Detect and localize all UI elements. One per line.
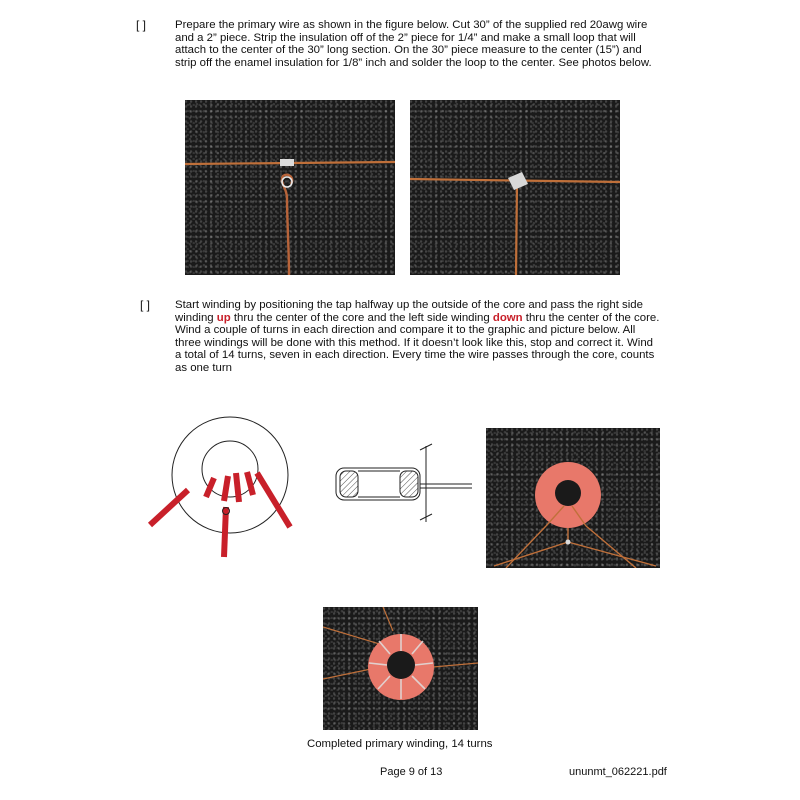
photo-partial-winding <box>486 428 660 568</box>
step2-text-part: thru the center of the core. <box>522 311 660 324</box>
lead-wire <box>494 542 568 566</box>
page-number: Page 9 of 13 <box>380 766 443 778</box>
step2-line: Wind a couple of turns in each direction and compare it to the graphic and picture below. All <box>175 324 636 337</box>
lead-wire <box>568 542 656 566</box>
tap-lead <box>433 663 478 667</box>
wire-turn <box>224 476 228 501</box>
wire-turn <box>247 472 253 495</box>
lead-wire <box>586 526 636 568</box>
toroid-outer-ring <box>172 417 288 533</box>
wire-turn <box>206 478 214 497</box>
step2-line: Start winding by positioning the tap halfway up the outside of the core and pass the right side <box>175 299 643 311</box>
photo-soldered-joint <box>410 100 620 275</box>
solder-joint <box>566 540 571 545</box>
step1-checkbox[interactable]: [ ] <box>136 18 147 32</box>
hook-wire <box>282 175 292 275</box>
step1-text <box>175 19 652 69</box>
step2-line: three windings will be done with this method. If it doesn’t look like this, stop and correct it. Wind <box>175 336 654 349</box>
step2-text-part: thru the center of the core and the left side winding <box>230 311 493 324</box>
step2-text <box>175 299 659 375</box>
down-highlight: down <box>492 311 523 324</box>
step2-text-part: winding <box>175 311 217 324</box>
core-section-left <box>340 471 358 497</box>
toroid-winding-diagram <box>140 405 310 560</box>
lead-wire <box>323 627 383 645</box>
step2-checkbox[interactable]: [ ] <box>140 298 151 312</box>
step1-line: Prepare the primary wire as shown in the figure below. Cut 30” of the supplied red 20awg wire <box>175 19 648 31</box>
tap-wire <box>516 184 517 275</box>
solder-joint <box>508 172 528 190</box>
step2-line <box>175 312 659 325</box>
core-section-right <box>400 471 418 497</box>
lead-wire <box>506 526 546 568</box>
lead-wire <box>323 669 371 679</box>
stripped-center <box>280 159 294 166</box>
figure-caption: Completed primary winding, 14 turns <box>307 738 493 750</box>
up-highlight: up <box>216 311 231 324</box>
wire-right-outer <box>257 473 290 527</box>
photo-completed-winding <box>323 607 478 730</box>
step2-line: a total of 14 turns, seven in each direction. Every time the wire passes through the core, counts <box>175 349 655 362</box>
toroid-hole <box>555 480 581 506</box>
toroid-hole <box>387 651 415 679</box>
wire-turn <box>236 473 239 502</box>
step1-line: attach to the center of the 30” long section. On the 30” piece measure to the center (15”) and <box>175 44 642 57</box>
step2-line: as one turn <box>175 361 232 374</box>
step1-line: and a 2” piece. Strip the insulation off of the 2” piece for 1/4” and make a small loop that will <box>175 31 636 44</box>
core-cross-section <box>330 440 480 525</box>
photo-wire-loop <box>185 100 395 275</box>
footer-filename: ununmt_062221.pdf <box>569 766 667 778</box>
lead-wire <box>383 607 393 631</box>
step1-line: strip off the enamel insulation for 1/8” inch and solder the loop to the center. See photos below. <box>175 56 652 69</box>
